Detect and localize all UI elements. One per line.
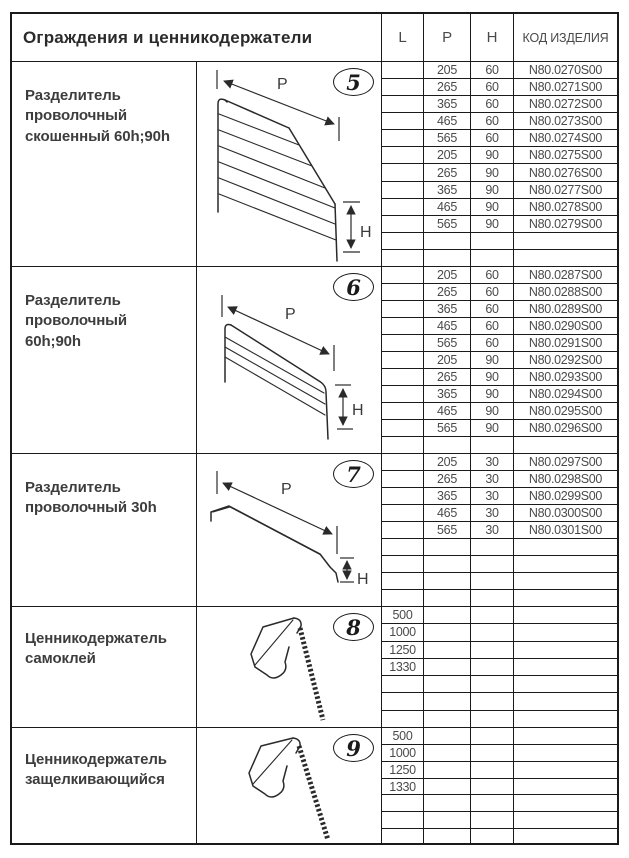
cell-h: 60 — [471, 96, 514, 112]
cell-p — [424, 590, 471, 606]
cell-l — [382, 147, 424, 163]
table-row — [382, 369, 617, 386]
cell-l — [382, 676, 424, 692]
table-row — [382, 147, 617, 164]
table-row — [382, 693, 617, 710]
cell-p: 265 — [424, 471, 471, 487]
table-row — [382, 335, 617, 352]
cell-h — [471, 437, 514, 453]
cell-p — [424, 624, 471, 640]
cell-p: 565 — [424, 420, 471, 436]
cell-l — [382, 795, 424, 811]
cell-l — [382, 199, 424, 215]
cell-code — [514, 590, 617, 606]
table-row — [382, 250, 617, 266]
dim-p-label: P — [285, 306, 296, 323]
cell-l — [382, 182, 424, 198]
catalog-table — [10, 12, 619, 845]
cell-p: 365 — [424, 182, 471, 198]
table-row — [382, 505, 617, 522]
cell-l — [382, 352, 424, 368]
cell-h — [471, 642, 514, 658]
table-row — [382, 352, 617, 369]
cell-l — [382, 96, 424, 112]
cell-h: 90 — [471, 352, 514, 368]
table-row — [382, 795, 617, 812]
cell-code — [514, 795, 617, 811]
cell-p — [424, 812, 471, 828]
cell-l — [382, 505, 424, 521]
table-row — [382, 182, 617, 199]
table-row — [382, 216, 617, 233]
cell-p — [424, 556, 471, 572]
cell-h — [471, 693, 514, 709]
cell-h: 30 — [471, 454, 514, 470]
cell-h — [471, 829, 514, 845]
table-row — [382, 233, 617, 250]
cell-h: 60 — [471, 301, 514, 317]
cell-l — [382, 113, 424, 129]
cell-p — [424, 676, 471, 692]
table-row — [382, 829, 617, 845]
cell-code — [514, 624, 617, 640]
figure-number: 6 — [346, 274, 361, 300]
cell-code — [514, 711, 617, 727]
cell-p: 205 — [424, 454, 471, 470]
cell-p: 565 — [424, 216, 471, 232]
cell-p: 465 — [424, 113, 471, 129]
cell-l — [382, 693, 424, 709]
cell-p — [424, 762, 471, 778]
cell-l — [382, 318, 424, 334]
table-row — [382, 728, 617, 745]
cell-p: 365 — [424, 301, 471, 317]
cell-code: N80.0271S00 — [528, 80, 603, 95]
cell-code — [514, 437, 617, 453]
cell-l — [382, 711, 424, 727]
cell-p — [424, 795, 471, 811]
cell-p: 465 — [424, 403, 471, 419]
cell-code: N80.0287S00 — [528, 268, 603, 282]
cell-code: N80.0294S00 — [528, 387, 603, 401]
cell-p — [424, 829, 471, 845]
cell-code — [514, 762, 617, 778]
table-row — [382, 642, 617, 659]
cell-code: N80.0293S00 — [528, 370, 603, 384]
table-row — [382, 420, 617, 437]
cell-h — [471, 539, 514, 555]
cell-l: 1000 — [382, 745, 424, 761]
cell-code: N80.0278S00 — [528, 199, 603, 214]
cell-code: N80.0270S00 — [528, 63, 603, 78]
figure-number-badge — [333, 734, 374, 762]
cell-code — [514, 676, 617, 692]
cell-code: N80.0272S00 — [528, 97, 603, 112]
cell-l — [382, 812, 424, 828]
cell-code: N80.0273S00 — [528, 114, 603, 129]
cell-code: N80.0295S00 — [528, 404, 603, 418]
table-header — [12, 14, 617, 62]
cell-h — [471, 779, 514, 795]
cell-l — [382, 471, 424, 487]
cell-p — [424, 539, 471, 555]
cell-l — [382, 62, 424, 78]
cell-h — [471, 556, 514, 572]
cell-l — [382, 164, 424, 180]
cell-h: 60 — [471, 62, 514, 78]
cell-code: N80.0291S00 — [528, 336, 603, 350]
product-drawing-cell — [197, 267, 382, 453]
dim-p-label: P — [277, 76, 288, 93]
table-row — [382, 556, 617, 573]
table-row — [382, 164, 617, 181]
dimension-table — [382, 267, 617, 453]
cell-l: 500 — [382, 607, 424, 623]
figure-number: 9 — [346, 735, 361, 761]
cell-h: 90 — [471, 164, 514, 180]
table-row — [382, 199, 617, 216]
cell-code — [514, 829, 617, 845]
cell-l — [382, 556, 424, 572]
page-title: Ограждения и ценникодержатели — [12, 14, 382, 61]
cell-code: N80.0275S00 — [528, 148, 603, 163]
table-row — [382, 267, 617, 284]
cell-l — [382, 590, 424, 606]
cell-h — [471, 573, 514, 589]
cell-l — [382, 454, 424, 470]
figure-number: 7 — [346, 461, 361, 487]
table-row — [382, 624, 617, 641]
cell-code — [514, 233, 617, 249]
cell-code — [514, 250, 617, 266]
dim-h-label: H — [357, 571, 369, 588]
cell-h: 60 — [471, 267, 514, 283]
cell-p: 205 — [424, 147, 471, 163]
product-drawing-cell — [197, 62, 382, 266]
table-row — [382, 318, 617, 335]
cell-code: N80.0300S00 — [528, 506, 603, 520]
cell-h: 90 — [471, 199, 514, 215]
cell-code: N80.0289S00 — [528, 302, 603, 316]
cell-code: N80.0276S00 — [528, 165, 603, 180]
cell-p: 205 — [424, 352, 471, 368]
cell-h — [471, 812, 514, 828]
cell-l — [382, 522, 424, 538]
cell-h: 60 — [471, 335, 514, 351]
cell-code — [514, 779, 617, 795]
cell-p: 265 — [424, 284, 471, 300]
cell-h: 90 — [471, 386, 514, 402]
cell-p: 465 — [424, 199, 471, 215]
cell-p — [424, 779, 471, 795]
table-row — [382, 488, 617, 505]
cell-p — [424, 659, 471, 675]
dim-h-label: H — [360, 224, 372, 241]
cell-h: 30 — [471, 471, 514, 487]
cell-code — [514, 573, 617, 589]
cell-h: 60 — [471, 318, 514, 334]
table-row — [382, 711, 617, 727]
cell-h — [471, 711, 514, 727]
cell-code — [514, 607, 617, 623]
cell-code: N80.0288S00 — [528, 285, 603, 299]
column-header-code: КОД ИЗДЕЛИЯ — [522, 30, 609, 45]
product-label: Разделитель проволочный скошенный 60h;90h — [12, 62, 197, 266]
cell-p: 265 — [424, 369, 471, 385]
cell-h — [471, 762, 514, 778]
cell-h — [471, 250, 514, 266]
cell-h: 60 — [471, 79, 514, 95]
cell-code — [514, 728, 617, 744]
cell-h — [471, 590, 514, 606]
cell-h: 90 — [471, 216, 514, 232]
table-row — [382, 96, 617, 113]
figure-number-badge — [333, 613, 374, 641]
cell-h — [471, 624, 514, 640]
cell-code: N80.0299S00 — [528, 489, 603, 503]
cell-p: 565 — [424, 335, 471, 351]
cell-l — [382, 284, 424, 300]
cell-l — [382, 369, 424, 385]
table-row — [382, 386, 617, 403]
cell-h: 30 — [471, 522, 514, 538]
cell-l — [382, 539, 424, 555]
cell-h — [471, 233, 514, 249]
cell-code: N80.0296S00 — [528, 421, 603, 435]
cell-l — [382, 573, 424, 589]
table-row — [382, 454, 617, 471]
dimension-table — [382, 454, 617, 606]
cell-h — [471, 607, 514, 623]
product-drawing-cell — [197, 454, 382, 606]
cell-p: 265 — [424, 164, 471, 180]
cell-h — [471, 659, 514, 675]
cell-code: N80.0274S00 — [528, 131, 603, 146]
cell-p — [424, 233, 471, 249]
section-price-holder-adhesive — [12, 607, 617, 728]
cell-l — [382, 829, 424, 845]
cell-p — [424, 728, 471, 744]
table-row — [382, 676, 617, 693]
product-drawing-cell — [197, 728, 382, 845]
product-label: Разделитель проволочный 30h — [12, 454, 197, 606]
table-row — [382, 284, 617, 301]
column-header-h: H — [471, 14, 514, 61]
cell-code: N80.0297S00 — [528, 455, 603, 469]
cell-l — [382, 437, 424, 453]
cell-l: 500 — [382, 728, 424, 744]
dimension-table — [382, 607, 617, 727]
cell-l — [382, 250, 424, 266]
cell-l: 1250 — [382, 762, 424, 778]
cell-code — [514, 642, 617, 658]
table-row — [382, 471, 617, 488]
dim-p-label: P — [281, 481, 292, 498]
table-row — [382, 403, 617, 420]
section-wire-divider-30h — [12, 454, 617, 607]
cell-p: 465 — [424, 318, 471, 334]
cell-code — [514, 556, 617, 572]
cell-h — [471, 795, 514, 811]
cell-h: 60 — [471, 130, 514, 146]
table-row — [382, 539, 617, 556]
cell-h: 90 — [471, 147, 514, 163]
cell-p: 265 — [424, 79, 471, 95]
cell-l: 1330 — [382, 659, 424, 675]
cell-l — [382, 335, 424, 351]
cell-code — [514, 539, 617, 555]
cell-h — [471, 745, 514, 761]
cell-h — [471, 676, 514, 692]
section-wire-divider-sloped — [12, 62, 617, 267]
cell-p — [424, 607, 471, 623]
dim-h-label: H — [352, 402, 364, 419]
cell-p: 465 — [424, 505, 471, 521]
cell-p: 365 — [424, 386, 471, 402]
cell-l — [382, 301, 424, 317]
product-label: Ценникодержатель защелкивающийся — [12, 728, 197, 845]
table-row — [382, 779, 617, 796]
cell-h — [471, 728, 514, 744]
product-drawing-cell — [197, 607, 382, 727]
cell-p: 365 — [424, 96, 471, 112]
cell-l — [382, 386, 424, 402]
product-label: Разделитель проволочный 60h;90h — [12, 267, 197, 453]
column-header-p: P — [424, 14, 471, 61]
cell-code — [514, 693, 617, 709]
table-row — [382, 437, 617, 453]
figure-number: 8 — [346, 614, 361, 640]
cell-h: 90 — [471, 403, 514, 419]
cell-p: 565 — [424, 522, 471, 538]
cell-l — [382, 488, 424, 504]
cell-l — [382, 79, 424, 95]
cell-code: N80.0277S00 — [528, 182, 603, 197]
table-row — [382, 62, 617, 79]
cell-code: N80.0290S00 — [528, 319, 603, 333]
cell-code — [514, 659, 617, 675]
cell-p — [424, 573, 471, 589]
cell-h: 90 — [471, 420, 514, 436]
table-row — [382, 590, 617, 606]
cell-h: 30 — [471, 488, 514, 504]
product-label: Ценникодержатель самоклей — [12, 607, 197, 727]
cell-p — [424, 250, 471, 266]
cell-p: 205 — [424, 62, 471, 78]
dimension-table — [382, 62, 617, 266]
cell-p — [424, 693, 471, 709]
table-row — [382, 301, 617, 318]
figure-number-badge — [333, 68, 374, 96]
table-row — [382, 113, 617, 130]
cell-code: N80.0292S00 — [528, 353, 603, 367]
figure-number-badge — [333, 460, 374, 488]
table-row — [382, 79, 617, 96]
cell-p — [424, 437, 471, 453]
cell-l — [382, 267, 424, 283]
table-row — [382, 745, 617, 762]
cell-l — [382, 403, 424, 419]
cell-l: 1250 — [382, 642, 424, 658]
cell-p: 365 — [424, 488, 471, 504]
cell-p — [424, 745, 471, 761]
cell-h: 60 — [471, 284, 514, 300]
table-row — [382, 659, 617, 676]
cell-l — [382, 233, 424, 249]
cell-code — [514, 745, 617, 761]
table-row — [382, 573, 617, 590]
table-row — [382, 607, 617, 624]
figure-number: 5 — [346, 69, 361, 95]
section-wire-divider — [12, 267, 617, 454]
table-row — [382, 522, 617, 539]
cell-code: N80.0298S00 — [528, 472, 603, 486]
figure-number-badge — [333, 273, 374, 301]
cell-code — [514, 812, 617, 828]
table-row — [382, 812, 617, 829]
cell-code: N80.0301S00 — [528, 523, 603, 537]
cell-code: N80.0279S00 — [528, 216, 603, 231]
column-header-l: L — [382, 14, 424, 61]
section-price-holder-snap — [12, 728, 617, 845]
cell-p: 565 — [424, 130, 471, 146]
cell-h: 90 — [471, 369, 514, 385]
cell-h: 30 — [471, 505, 514, 521]
cell-h: 90 — [471, 182, 514, 198]
table-row — [382, 130, 617, 147]
cell-l — [382, 420, 424, 436]
cell-p: 205 — [424, 267, 471, 283]
cell-p — [424, 711, 471, 727]
cell-l: 1330 — [382, 779, 424, 795]
cell-h: 60 — [471, 113, 514, 129]
cell-l — [382, 216, 424, 232]
cell-p — [424, 642, 471, 658]
dimension-table — [382, 728, 617, 845]
cell-l: 1000 — [382, 624, 424, 640]
cell-l — [382, 130, 424, 146]
table-row — [382, 762, 617, 779]
